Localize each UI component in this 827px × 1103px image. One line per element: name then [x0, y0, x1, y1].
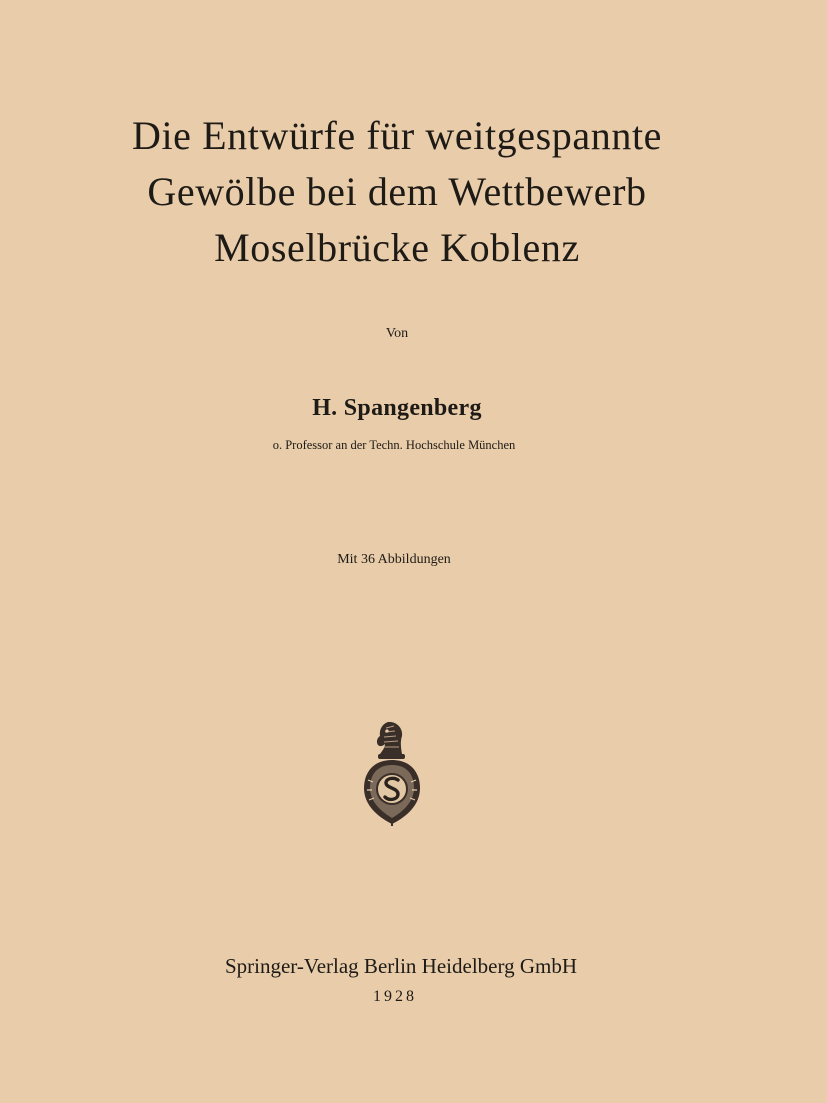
author-affiliation: o. Professor an der Techn. Hochschule München — [272, 438, 516, 452]
author-name: H. Spangenberg — [312, 395, 482, 421]
publication-year: 1928 — [373, 988, 417, 1005]
springer-chess-knight-logo-icon — [358, 718, 426, 830]
book-title-line-2: Gewölbe bei dem Wettbewerb — [147, 169, 647, 214]
book-title — [0, 108, 794, 276]
book-title-line-3: Moselbrücke Koblenz — [214, 225, 580, 270]
publisher-name: Springer-Verlag Berlin Heidelberg GmbH — [224, 954, 578, 978]
book-title-line-1: Die Entwürfe für weitgespannte — [131, 113, 663, 158]
by-label: Von — [385, 326, 409, 341]
figures-note: Mit 36 Abbildungen — [337, 552, 451, 567]
